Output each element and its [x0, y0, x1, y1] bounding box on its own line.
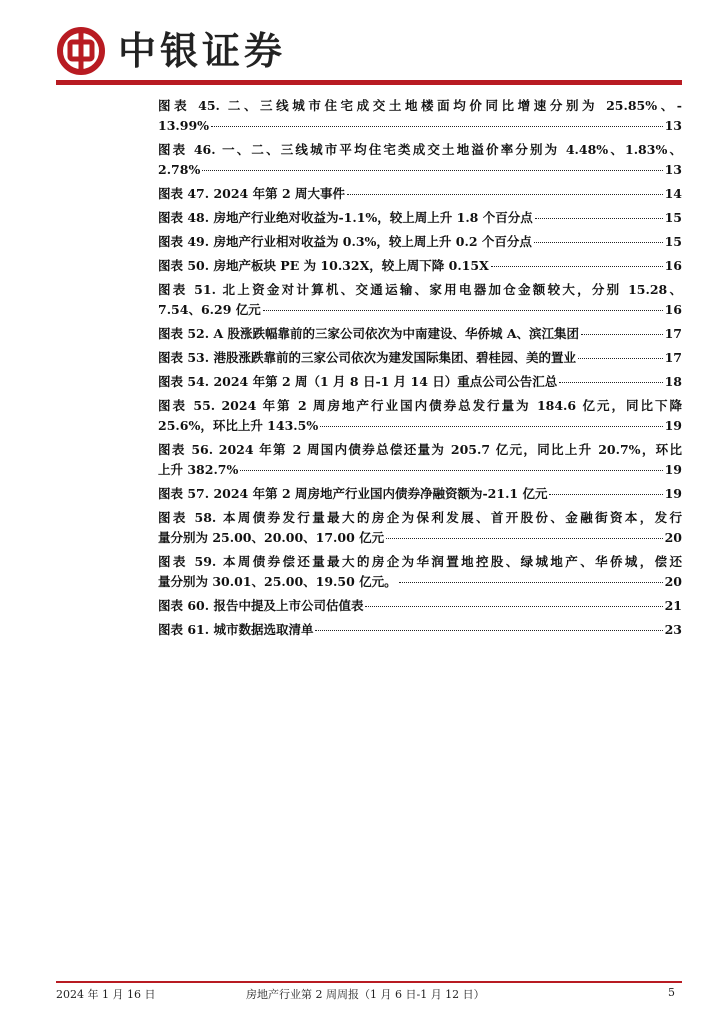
toc-entry[interactable] — [158, 484, 682, 504]
dot-leader — [263, 310, 663, 311]
toc-page-number: 19 — [664, 462, 682, 477]
toc-entry[interactable] — [158, 440, 682, 480]
footer-divider — [56, 981, 682, 983]
toc-entry-text: 图表 57. 2024 年第 2 周房地产行业国内债券净融资额为-21.1 亿元 — [158, 486, 548, 501]
toc-entry[interactable] — [158, 372, 682, 392]
toc-entry[interactable] — [158, 508, 682, 548]
toc-entry[interactable] — [158, 552, 682, 592]
toc-entry-text: 图表 61. 城市数据选取清单 — [158, 622, 314, 637]
toc-entry-text: 图表 47. 2024 年第 2 周大事件 — [158, 186, 345, 201]
toc-entry[interactable] — [158, 620, 682, 640]
toc-entry[interactable] — [158, 140, 682, 180]
toc-entry-text: 图表 46. 一、二、三线城市平均住宅类成交土地溢价率分别为 4.48%、1.83%、 — [158, 142, 682, 157]
toc-page-number: 13 — [664, 118, 682, 133]
toc-entry[interactable] — [158, 396, 682, 436]
toc-entry[interactable] — [158, 208, 682, 228]
toc-entry-text: 图表 54. 2024 年第 2 周（1 月 8 日-1 月 14 日）重点公司公告汇总 — [158, 374, 558, 389]
toc-page-number: 23 — [664, 622, 682, 637]
toc-entry-text: 图表 45. 二、三线城市住宅成交土地楼面均价同比增速分别为 25.85%、- — [158, 98, 682, 113]
company-name: 中银证券 — [118, 29, 287, 73]
toc-entry-text: 图表 58. 本周债券发行量最大的房企为保利发展、首开股份、金融街资本，发行 — [158, 510, 682, 525]
toc-entry[interactable] — [158, 596, 682, 616]
toc-page-number: 20 — [664, 530, 682, 545]
toc-entry-text: 图表 56. 2024 年第 2 周国内债券总偿还量为 205.7 亿元，同比上升 20.7%，环比 — [158, 442, 682, 457]
toc-entry[interactable] — [158, 232, 682, 252]
toc-entry[interactable] — [158, 96, 682, 136]
toc-entry-text: 量分别为 30.01、25.00、19.50 亿元。 — [158, 574, 397, 589]
dot-leader — [399, 582, 663, 583]
toc-entry-text: 7.54、6.29 亿元 — [158, 302, 261, 317]
toc-entry-text: 图表 55. 2024 年第 2 周房地产行业国内债券总发行量为 184.6 亿元，同比下降 — [158, 398, 682, 413]
dot-leader — [320, 426, 662, 427]
toc-entry-text: 13.99% — [158, 118, 210, 133]
dot-leader — [202, 170, 662, 171]
toc-entry-text: 2.78% — [158, 162, 201, 177]
toc-entry-text: 图表 53. 港股涨跌靠前的三家公司依次为建发国际集团、碧桂园、美的置业 — [158, 350, 576, 365]
toc-page-number: 19 — [664, 418, 682, 433]
toc-entry-text: 图表 51. 北上资金对计算机、交通运输、家用电器加仓金额较大，分别 15.28、 — [158, 282, 682, 297]
header-divider — [56, 80, 682, 85]
toc-page-number: 17 — [664, 350, 682, 365]
dot-leader — [534, 242, 663, 243]
toc-entry[interactable] — [158, 348, 682, 368]
toc-entry-text: 图表 60. 报告中提及上市公司估值表 — [158, 598, 364, 613]
toc-entry-text: 图表 48. 房地产行业绝对收益为-1.1%，较上周上升 1.8 个百分点 — [158, 210, 533, 225]
toc-entry[interactable] — [158, 184, 682, 204]
toc-page-number: 15 — [664, 234, 682, 249]
toc-page-number: 17 — [664, 326, 682, 341]
dot-leader — [549, 494, 662, 495]
dot-leader — [491, 266, 663, 267]
toc-page-number: 16 — [664, 258, 682, 273]
toc-entry[interactable] — [158, 324, 682, 344]
dot-leader — [365, 606, 662, 607]
toc-page-number: 21 — [664, 598, 682, 613]
toc-entry[interactable] — [158, 256, 682, 276]
footer-report-title: 房地产行业第 2 周周报（1 月 6 日-1 月 12 日） — [246, 988, 485, 1001]
dot-leader — [386, 538, 662, 539]
toc-page-number: 15 — [664, 210, 682, 225]
toc-entry-text: 上升 382.7% — [158, 462, 239, 477]
dot-leader — [211, 126, 663, 127]
dot-leader — [347, 194, 663, 195]
bank-of-china-logo-icon — [56, 26, 106, 76]
toc-page-number: 19 — [664, 486, 682, 501]
footer-date: 2024 年 1 月 16 日 — [56, 988, 156, 1001]
dot-leader — [240, 470, 662, 471]
dot-leader — [315, 630, 662, 631]
dot-leader — [559, 382, 662, 383]
toc-page-number: 16 — [664, 302, 682, 317]
dot-leader — [535, 218, 663, 219]
toc-entry[interactable] — [158, 280, 682, 320]
toc-entry-text: 25.6%，环比上升 143.5% — [158, 418, 319, 433]
toc-entry-text: 量分别为 25.00、20.00、17.00 亿元 — [158, 530, 385, 545]
footer-page-number: 5 — [668, 986, 675, 999]
toc-entry-text: 图表 52. A 股涨跌幅靠前的三家公司依次为中南建设、华侨城 A、滨江集团 — [158, 326, 580, 341]
dot-leader — [581, 334, 663, 335]
toc-entry-text: 图表 49. 房地产行业相对收益为 0.3%，较上周上升 0.2 个百分点 — [158, 234, 532, 249]
toc-entry-text: 图表 59. 本周债券偿还量最大的房企为华润置地控股、绿城地产、华侨城，偿还 — [158, 554, 682, 569]
toc-page-number: 13 — [664, 162, 682, 177]
dot-leader — [578, 358, 663, 359]
toc-page-number: 14 — [664, 186, 682, 201]
figure-table-of-contents — [158, 96, 682, 644]
toc-page-number: 18 — [664, 374, 682, 389]
toc-entry-text: 图表 50. 房地产板块 PE 为 10.32X，较上周下降 0.15X — [158, 258, 489, 273]
header — [56, 26, 682, 82]
toc-page-number: 20 — [664, 574, 682, 589]
